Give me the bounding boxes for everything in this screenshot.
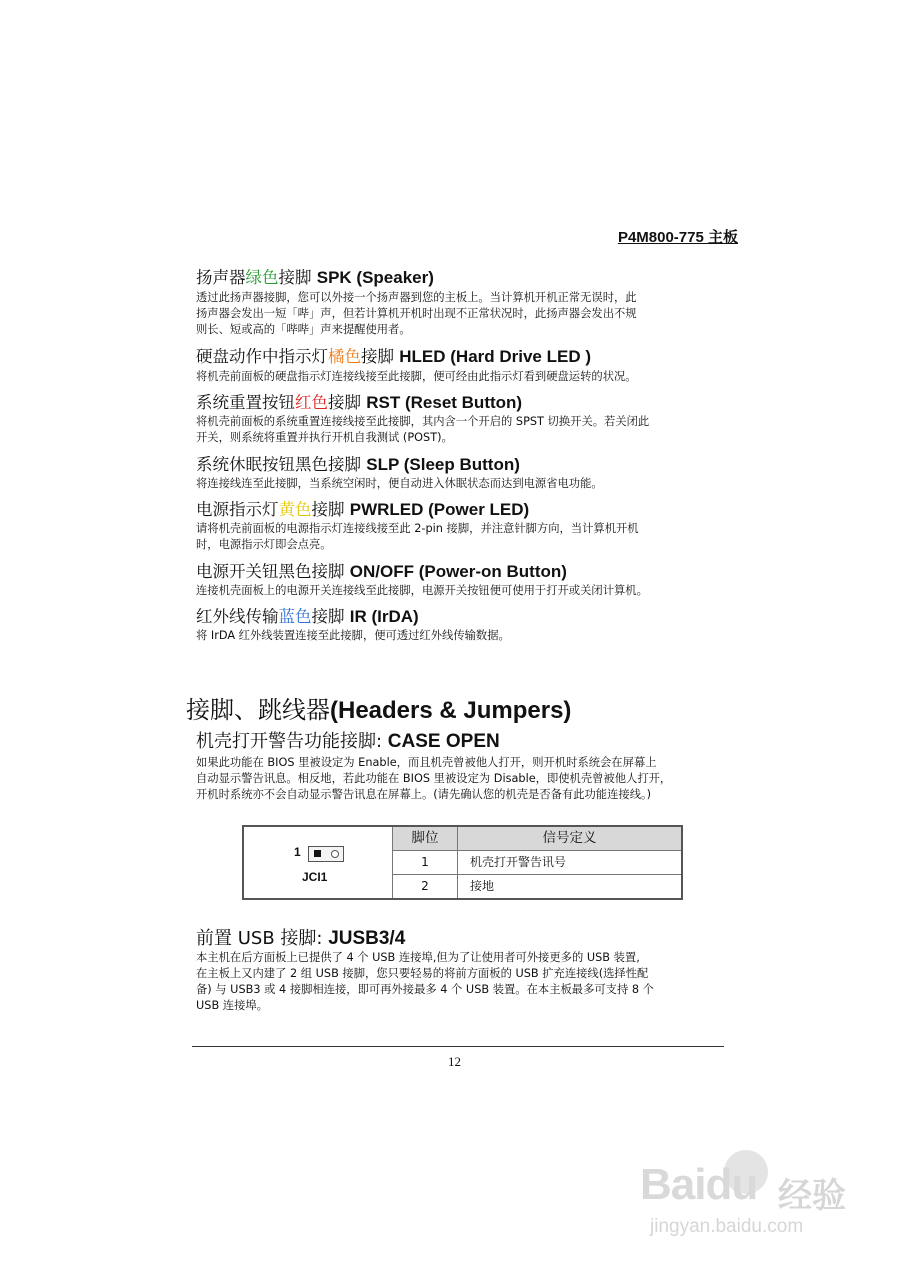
section-title-rst: 系统重置按钮红色接脚 RST (Reset Button) xyxy=(196,393,523,412)
footer-rule xyxy=(192,1046,724,1047)
watermark-cn: 经验 xyxy=(778,1176,846,1216)
section-title-onoff: 电源开关钮黑色接脚 ON/OFF (Power-on Button) xyxy=(196,562,567,581)
section-body-onoff: 连接机壳面板上的电源开关连接线至此接脚，电源开关按钮便可使用于打开或关闭计算机。 xyxy=(196,584,648,597)
section-body-rst: 将机壳前面板的系统重置连接线接至此接脚，其内含一个开启的 SPST 切换开关。若关闭此 开关，则系统将重置并执行开机自我测试 (POST)。 xyxy=(196,415,650,444)
section-title-slp: 系统休眠按钮黑色接脚 SLP (Sleep Button) xyxy=(196,455,520,474)
usb-body: 本主机在后方面板上已提供了 4 个 USB 连接埠,但为了让使用者可外接更多的 USB 装置, 在主板上又内建了 2 组 USB 接脚，您只要轻易的将前方面板的 USB 扩充连接线(选择性配 备) 与 USB3 或 4 接脚相连接，即可再外接最多 4 个 USB 装置。在本主板最多可支持 8 个 USB 连接埠。 xyxy=(196,951,654,1012)
header-signal: 信号定义 xyxy=(542,830,597,846)
section-body-hled: 将机壳前面板的硬盘指示灯连接线接至此接脚，便可经由此指示灯看到硬盘运转的状况。 xyxy=(196,370,637,383)
signal-name: 接地 xyxy=(470,879,495,893)
pin-one-label: 1 xyxy=(294,845,301,859)
header-pin: 脚位 xyxy=(393,827,458,850)
table-header-row xyxy=(393,827,681,851)
section-title-ir: 红外线传输蓝色接脚 IR (IrDA) xyxy=(196,607,419,626)
pin-round-icon xyxy=(331,850,339,858)
pin-square-icon xyxy=(314,850,321,857)
case-open-body: 如果此功能在 BIOS 里被设定为 Enable，而且机壳曾被他人打开，则开机时系统会在屏幕上 自动显示警告讯息。相反地，若此功能在 BIOS 里被设定为 Disable，即使机壳曾被他人打开， 开机时系统亦不会自动显示警告讯息在屏幕上。(请先确认您的机壳是否备有此功能连接线。) xyxy=(196,756,672,801)
signal-name: 机壳打开警告讯号 xyxy=(470,855,567,869)
section-title-spk: 扬声器绿色接脚 SPK (Speaker) xyxy=(196,268,434,287)
jci1-pin-table xyxy=(242,825,683,900)
pin-definitions xyxy=(393,827,681,898)
section-title-pwrled: 电源指示灯黄色接脚 PWRLED (Power LED) xyxy=(196,500,530,519)
watermark-url: jingyan.baidu.com xyxy=(650,1216,804,1237)
section-body-pwrled: 请将机壳前面板的电源指示灯连接线接至此 2-pin 接脚，并注意针脚方向，当计算机开机 时，电源指示灯即会点亮。 xyxy=(196,522,639,551)
section-body-spk: 透过此扬声器接脚，您可以外接一个扬声器到您的主板上。当计算机开机正常无误时，此 扬声器会发出一短「哔」声，但若计算机开机时出现不正常状况时，此扬声器会发出不规 则长、短或高的「哔哔」声来提醒使用者。 xyxy=(196,291,637,336)
page-header: P4M800-775 主板 xyxy=(617,229,738,246)
section-body-slp: 将连接线连至此接脚，当系统空闲时，便自动进入休眠状态而达到电源省电功能。 xyxy=(196,477,603,490)
connector-label: JCI1 xyxy=(302,870,328,884)
connector-cell xyxy=(244,827,393,898)
watermark-logo: Baidu xyxy=(640,1160,758,1209)
page-number: 12 xyxy=(448,1054,461,1069)
case-open-title: 机壳打开警告功能接脚: CASE OPEN xyxy=(196,731,500,752)
table-row xyxy=(393,851,681,875)
table-row xyxy=(393,875,681,898)
main-heading: 接脚、跳线器(Headers & Jumpers) xyxy=(186,696,572,724)
section-title-hled: 硬盘动作中指示灯橘色接脚 HLED (Hard Drive LED ) xyxy=(196,347,591,366)
pin-number: 1 xyxy=(393,851,458,874)
section-body-ir: 将 IrDA 红外线装置连接至此接脚，便可透过红外线传输数据。 xyxy=(196,629,510,642)
two-pin-connector-icon xyxy=(308,846,344,862)
usb-title: 前置 USB 接脚: JUSB3/4 xyxy=(196,928,406,949)
pin-number: 2 xyxy=(393,875,458,898)
